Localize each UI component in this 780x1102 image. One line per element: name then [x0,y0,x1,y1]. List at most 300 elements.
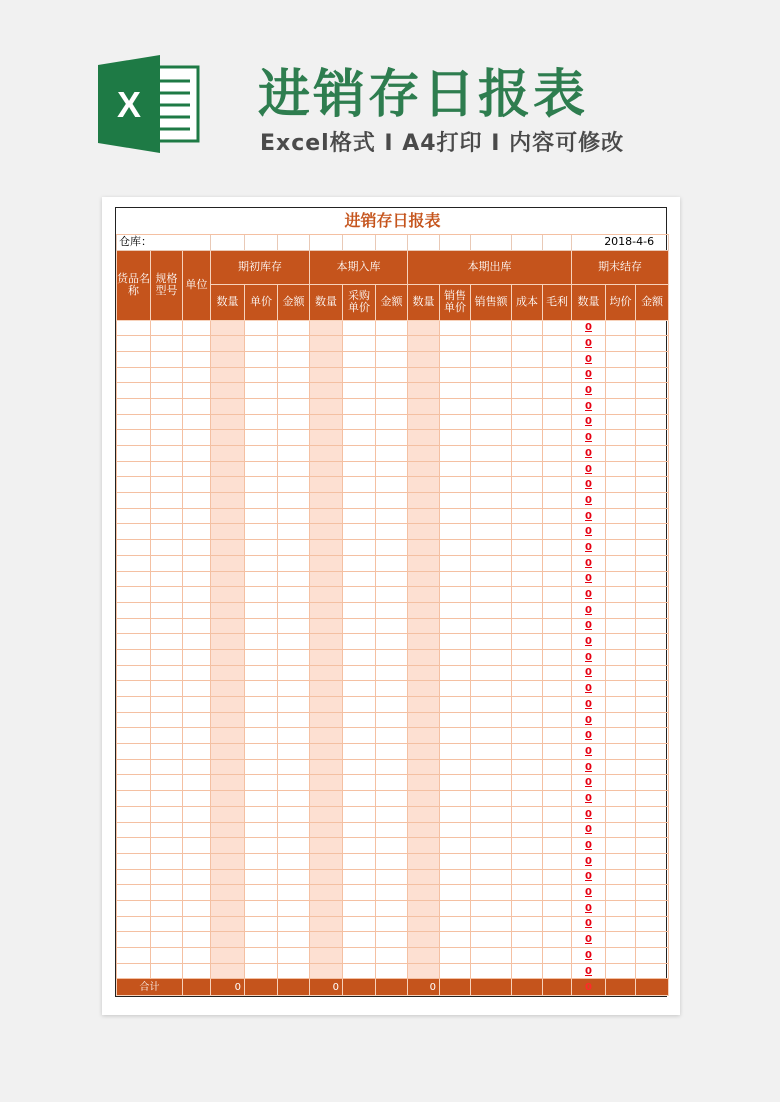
data-cell[interactable] [543,697,572,713]
data-cell[interactable] [471,336,512,352]
data-cell[interactable] [471,697,512,713]
closing-qty-cell[interactable]: 0 [572,900,606,916]
data-cell[interactable] [343,791,376,807]
data-cell[interactable] [151,900,183,916]
data-cell[interactable] [512,540,543,556]
data-cell[interactable] [408,540,440,556]
data-cell[interactable] [211,916,245,932]
data-cell[interactable] [117,963,151,979]
data-cell[interactable] [343,383,376,399]
data-cell[interactable] [606,602,636,618]
data-cell[interactable] [183,681,211,697]
data-cell[interactable] [278,697,310,713]
data-cell[interactable] [408,571,440,587]
data-cell[interactable] [471,948,512,964]
data-cell[interactable] [343,602,376,618]
data-cell[interactable] [543,508,572,524]
data-cell[interactable] [183,948,211,964]
data-cell[interactable] [151,414,183,430]
data-cell[interactable] [606,524,636,540]
data-cell[interactable] [117,555,151,571]
data-cell[interactable] [512,336,543,352]
col-open-amount[interactable]: 金额 [278,284,310,320]
data-cell[interactable] [636,728,669,744]
data-cell[interactable] [471,602,512,618]
data-cell[interactable] [376,587,408,603]
data-cell[interactable] [151,461,183,477]
data-cell[interactable] [471,885,512,901]
data-cell[interactable] [606,838,636,854]
closing-qty-cell[interactable]: 0 [572,869,606,885]
data-cell[interactable] [606,697,636,713]
data-cell[interactable] [183,853,211,869]
data-cell[interactable] [408,791,440,807]
data-cell[interactable] [543,493,572,509]
data-cell[interactable] [471,414,512,430]
data-cell[interactable] [606,446,636,462]
data-cell[interactable] [278,728,310,744]
data-cell[interactable] [606,822,636,838]
data-cell[interactable] [440,555,471,571]
data-cell[interactable] [636,634,669,650]
data-cell[interactable] [117,524,151,540]
data-cell[interactable] [636,932,669,948]
data-cell[interactable] [471,963,512,979]
data-cell[interactable] [606,806,636,822]
data-cell[interactable] [278,414,310,430]
col-out-sales[interactable]: 销售额 [471,284,512,320]
data-cell[interactable] [636,602,669,618]
data-cell[interactable] [211,791,245,807]
data-cell[interactable] [440,806,471,822]
data-cell[interactable] [636,461,669,477]
data-cell[interactable] [606,618,636,634]
data-cell[interactable] [606,948,636,964]
data-cell[interactable] [117,744,151,760]
data-cell[interactable] [117,728,151,744]
data-cell[interactable] [408,649,440,665]
data-cell[interactable] [278,775,310,791]
closing-qty-cell[interactable]: 0 [572,351,606,367]
data-cell[interactable] [211,398,245,414]
data-cell[interactable] [245,665,278,681]
data-cell[interactable] [512,649,543,665]
data-cell[interactable] [440,477,471,493]
data-cell[interactable] [211,493,245,509]
data-cell[interactable] [512,493,543,509]
data-cell[interactable] [343,697,376,713]
data-cell[interactable] [151,367,183,383]
data-cell[interactable] [543,744,572,760]
data-cell[interactable] [440,634,471,650]
data-cell[interactable] [183,885,211,901]
data-cell[interactable] [245,555,278,571]
data-cell[interactable] [183,524,211,540]
data-cell[interactable] [408,414,440,430]
data-cell[interactable] [471,634,512,650]
col-in-price[interactable]: 采购单价 [343,284,376,320]
data-cell[interactable] [408,822,440,838]
data-cell[interactable] [117,383,151,399]
data-cell[interactable] [408,948,440,964]
data-cell[interactable] [471,775,512,791]
data-cell[interactable] [606,336,636,352]
data-cell[interactable] [408,477,440,493]
sheet-title[interactable]: 进销存日报表 [117,208,669,234]
col-out-qty[interactable]: 数量 [408,284,440,320]
data-cell[interactable] [211,618,245,634]
total-out-qty[interactable]: 0 [408,979,440,996]
closing-qty-cell[interactable]: 0 [572,697,606,713]
data-cell[interactable] [376,634,408,650]
data-cell[interactable] [606,728,636,744]
data-cell[interactable] [471,838,512,854]
data-cell[interactable] [343,555,376,571]
total-close-qty[interactable]: 0 [572,979,606,996]
closing-qty-cell[interactable]: 0 [572,320,606,336]
data-cell[interactable] [245,367,278,383]
data-cell[interactable] [512,963,543,979]
data-cell[interactable] [117,869,151,885]
data-cell[interactable] [245,853,278,869]
data-cell[interactable] [512,681,543,697]
data-cell[interactable] [512,697,543,713]
data-cell[interactable] [343,524,376,540]
data-cell[interactable] [408,508,440,524]
data-cell[interactable] [245,712,278,728]
data-cell[interactable] [471,759,512,775]
col-close-avg[interactable]: 均价 [606,284,636,320]
data-cell[interactable] [183,822,211,838]
data-cell[interactable] [183,775,211,791]
data-cell[interactable] [471,618,512,634]
data-cell[interactable] [606,461,636,477]
data-cell[interactable] [606,744,636,760]
closing-qty-cell[interactable]: 0 [572,618,606,634]
data-cell[interactable] [310,900,343,916]
data-cell[interactable] [376,900,408,916]
data-cell[interactable] [278,744,310,760]
data-cell[interactable] [636,759,669,775]
data-cell[interactable] [543,430,572,446]
col-spec-model[interactable]: 规格型号 [151,250,183,320]
data-cell[interactable] [245,587,278,603]
data-cell[interactable] [343,728,376,744]
data-cell[interactable] [278,885,310,901]
data-cell[interactable] [376,461,408,477]
data-cell[interactable] [183,555,211,571]
data-cell[interactable] [310,665,343,681]
data-cell[interactable] [543,351,572,367]
data-cell[interactable] [471,430,512,446]
data-cell[interactable] [512,446,543,462]
report-date[interactable]: 2018-4-6 [572,234,669,250]
data-cell[interactable] [512,728,543,744]
data-cell[interactable] [278,351,310,367]
data-cell[interactable] [151,430,183,446]
group-closing-stock[interactable]: 期末结存 [572,250,669,284]
data-cell[interactable] [310,681,343,697]
data-cell[interactable] [183,320,211,336]
data-cell[interactable] [151,822,183,838]
col-out-profit[interactable]: 毛利 [543,284,572,320]
data-cell[interactable] [278,508,310,524]
data-cell[interactable] [245,932,278,948]
total-open-qty[interactable]: 0 [211,979,245,996]
data-cell[interactable] [211,649,245,665]
data-cell[interactable] [376,744,408,760]
data-cell[interactable] [512,948,543,964]
data-cell[interactable] [376,351,408,367]
data-cell[interactable] [278,493,310,509]
data-cell[interactable] [310,367,343,383]
data-cell[interactable] [245,477,278,493]
data-cell[interactable] [343,477,376,493]
closing-qty-cell[interactable]: 0 [572,948,606,964]
data-cell[interactable] [512,822,543,838]
data-cell[interactable] [310,853,343,869]
data-cell[interactable] [376,775,408,791]
data-cell[interactable] [278,555,310,571]
data-cell[interactable] [183,430,211,446]
data-cell[interactable] [211,524,245,540]
data-cell[interactable] [636,869,669,885]
data-cell[interactable] [117,351,151,367]
data-cell[interactable] [376,477,408,493]
group-stock-out[interactable]: 本期出库 [408,250,572,284]
data-cell[interactable] [151,524,183,540]
data-cell[interactable] [636,524,669,540]
data-cell[interactable] [440,430,471,446]
data-cell[interactable] [440,602,471,618]
data-cell[interactable] [343,493,376,509]
data-cell[interactable] [376,336,408,352]
data-cell[interactable] [471,728,512,744]
data-cell[interactable] [512,555,543,571]
data-cell[interactable] [278,900,310,916]
data-cell[interactable] [183,618,211,634]
data-cell[interactable] [606,493,636,509]
data-cell[interactable] [278,649,310,665]
data-cell[interactable] [245,697,278,713]
data-cell[interactable] [151,587,183,603]
data-cell[interactable] [278,853,310,869]
data-cell[interactable] [278,618,310,634]
data-cell[interactable] [440,869,471,885]
data-cell[interactable] [408,775,440,791]
data-cell[interactable] [245,336,278,352]
data-cell[interactable] [343,916,376,932]
data-cell[interactable] [310,649,343,665]
data-cell[interactable] [636,963,669,979]
data-cell[interactable] [151,320,183,336]
data-cell[interactable] [636,775,669,791]
data-cell[interactable] [636,665,669,681]
data-cell[interactable] [512,838,543,854]
data-cell[interactable] [512,508,543,524]
data-cell[interactable] [408,602,440,618]
data-cell[interactable] [543,712,572,728]
data-cell[interactable] [211,555,245,571]
data-cell[interactable] [471,367,512,383]
data-cell[interactable] [151,681,183,697]
data-cell[interactable] [151,508,183,524]
data-cell[interactable] [245,869,278,885]
data-cell[interactable] [245,571,278,587]
data-cell[interactable] [440,885,471,901]
data-cell[interactable] [471,744,512,760]
data-cell[interactable] [343,571,376,587]
data-cell[interactable] [543,461,572,477]
data-cell[interactable] [343,634,376,650]
data-cell[interactable] [117,900,151,916]
data-cell[interactable] [606,916,636,932]
data-cell[interactable] [543,649,572,665]
data-cell[interactable] [343,446,376,462]
closing-qty-cell[interactable]: 0 [572,838,606,854]
data-cell[interactable] [278,963,310,979]
data-cell[interactable] [512,869,543,885]
data-cell[interactable] [543,916,572,932]
data-cell[interactable] [543,775,572,791]
data-cell[interactable] [183,697,211,713]
data-cell[interactable] [543,900,572,916]
data-cell[interactable] [408,665,440,681]
data-cell[interactable] [343,367,376,383]
data-cell[interactable] [512,351,543,367]
data-cell[interactable] [543,885,572,901]
closing-qty-cell[interactable]: 0 [572,414,606,430]
data-cell[interactable] [343,885,376,901]
data-cell[interactable] [211,367,245,383]
closing-qty-cell[interactable]: 0 [572,775,606,791]
total-in-qty[interactable]: 0 [310,979,343,996]
data-cell[interactable] [512,634,543,650]
data-cell[interactable] [408,367,440,383]
data-cell[interactable] [376,383,408,399]
data-cell[interactable] [512,461,543,477]
data-cell[interactable] [117,508,151,524]
data-cell[interactable] [151,853,183,869]
data-cell[interactable] [151,963,183,979]
data-cell[interactable] [440,618,471,634]
data-cell[interactable] [471,461,512,477]
data-cell[interactable] [471,712,512,728]
data-cell[interactable] [471,540,512,556]
data-cell[interactable] [636,540,669,556]
data-cell[interactable] [636,697,669,713]
data-cell[interactable] [117,477,151,493]
data-cell[interactable] [278,398,310,414]
data-cell[interactable] [543,681,572,697]
data-cell[interactable] [245,775,278,791]
data-cell[interactable] [543,602,572,618]
data-cell[interactable] [408,838,440,854]
data-cell[interactable] [343,320,376,336]
data-cell[interactable] [211,932,245,948]
data-cell[interactable] [408,493,440,509]
closing-qty-cell[interactable]: 0 [572,916,606,932]
data-cell[interactable] [376,728,408,744]
data-cell[interactable] [408,697,440,713]
data-cell[interactable] [183,602,211,618]
data-cell[interactable] [440,932,471,948]
data-cell[interactable] [278,791,310,807]
data-cell[interactable] [440,665,471,681]
data-cell[interactable] [343,508,376,524]
data-cell[interactable] [117,948,151,964]
data-cell[interactable] [211,853,245,869]
data-cell[interactable] [278,461,310,477]
data-cell[interactable] [245,681,278,697]
data-cell[interactable] [151,555,183,571]
data-cell[interactable] [310,963,343,979]
data-cell[interactable] [245,508,278,524]
data-cell[interactable] [376,791,408,807]
data-cell[interactable] [343,963,376,979]
group-stock-in[interactable]: 本期入库 [310,250,408,284]
data-cell[interactable] [183,477,211,493]
data-cell[interactable] [151,571,183,587]
data-cell[interactable] [636,948,669,964]
data-cell[interactable] [343,681,376,697]
data-cell[interactable] [440,571,471,587]
data-cell[interactable] [183,759,211,775]
data-cell[interactable] [376,618,408,634]
data-cell[interactable] [245,398,278,414]
data-cell[interactable] [310,775,343,791]
data-cell[interactable] [606,508,636,524]
data-cell[interactable] [471,524,512,540]
data-cell[interactable] [183,665,211,681]
data-cell[interactable] [278,759,310,775]
data-cell[interactable] [606,540,636,556]
data-cell[interactable] [543,571,572,587]
data-cell[interactable] [343,398,376,414]
data-cell[interactable] [543,806,572,822]
data-cell[interactable] [151,540,183,556]
data-cell[interactable] [151,791,183,807]
data-cell[interactable] [543,446,572,462]
data-cell[interactable] [376,571,408,587]
data-cell[interactable] [408,806,440,822]
closing-qty-cell[interactable]: 0 [572,759,606,775]
data-cell[interactable] [245,744,278,760]
data-cell[interactable] [376,806,408,822]
data-cell[interactable] [440,744,471,760]
closing-qty-cell[interactable]: 0 [572,602,606,618]
data-cell[interactable] [151,712,183,728]
data-cell[interactable] [606,759,636,775]
data-cell[interactable] [211,414,245,430]
data-cell[interactable] [408,351,440,367]
data-cell[interactable] [408,900,440,916]
data-cell[interactable] [543,540,572,556]
data-cell[interactable] [408,712,440,728]
data-cell[interactable] [636,806,669,822]
group-opening-stock[interactable]: 期初库存 [211,250,310,284]
data-cell[interactable] [543,791,572,807]
data-cell[interactable] [471,853,512,869]
data-cell[interactable] [310,383,343,399]
data-cell[interactable] [440,791,471,807]
data-cell[interactable] [606,587,636,603]
data-cell[interactable] [310,869,343,885]
data-cell[interactable] [376,712,408,728]
data-cell[interactable] [376,869,408,885]
data-cell[interactable] [376,320,408,336]
data-cell[interactable] [471,477,512,493]
